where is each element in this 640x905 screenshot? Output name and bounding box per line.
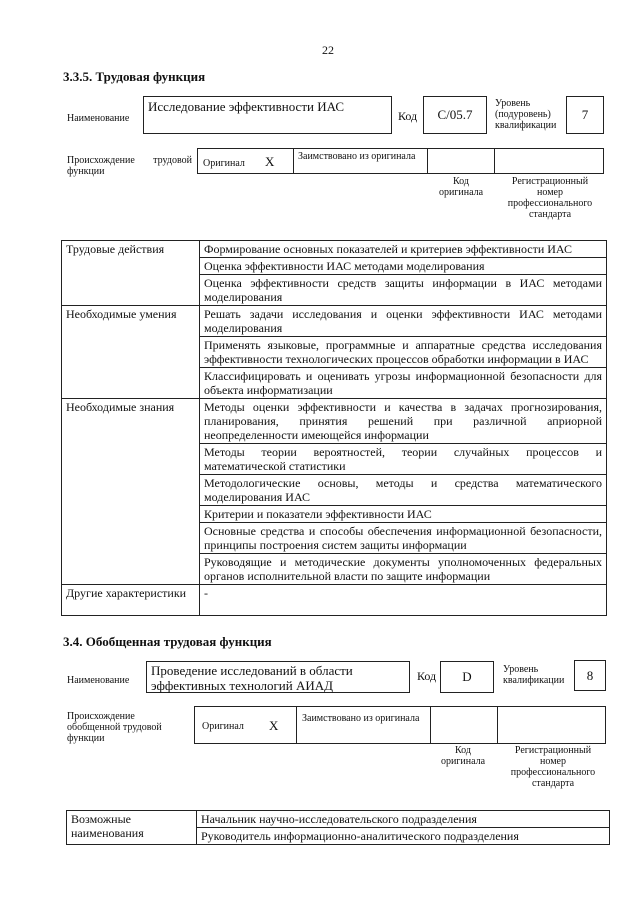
row-item: Руководящие и методические документы уполномоченных федеральных органов исполнительной власти по защите информации	[200, 554, 607, 585]
original-mark: X	[265, 154, 275, 169]
possible-names-table	[66, 810, 610, 845]
level-box	[566, 96, 604, 134]
function-code-2: D	[462, 669, 472, 684]
origin-label-2: Происхождение обобщенной трудовой функции	[67, 711, 162, 744]
table-row	[62, 306, 607, 337]
level-label: Уровень (подуровень) квалификации	[495, 98, 557, 131]
row-item: Оценка эффективности ИАС методами моделирования	[200, 258, 607, 275]
row-label: Необходимые знания	[62, 399, 200, 585]
code-original-caption-2: Код оригинала	[440, 745, 486, 767]
code-label: Код	[398, 109, 418, 123]
reg-number-caption-2: Регистрационный номер профессионального стандарта	[510, 745, 596, 789]
row-item: Оценка эффективности средств защиты информации в ИАС методами моделирования	[200, 275, 607, 306]
code-label-2: Код	[417, 669, 437, 683]
page-number: 22	[322, 43, 334, 57]
code-box-2	[440, 661, 494, 693]
function-name-box	[143, 96, 392, 134]
function-name-box-2	[146, 661, 410, 693]
function-details-table	[61, 240, 607, 616]
name-label: Наименование	[67, 113, 130, 124]
origin-label: Происхождение трудовой функции	[67, 155, 192, 177]
row-item: Формирование основных показателей и критериев эффективности ИАС	[200, 241, 607, 258]
function-name-2: Проведение исследований в области эффективных технологий АИАД	[151, 663, 353, 693]
row-item: Методологические основы, методы и средства математического моделирования ИАС	[200, 475, 607, 506]
function-code: C/05.7	[437, 107, 473, 122]
table-row	[62, 585, 607, 616]
row-label: Необходимые умения	[62, 306, 200, 399]
table-row	[62, 241, 607, 258]
section2-heading: 3.4. Обобщенная трудовая функция	[63, 634, 272, 649]
original-label-2: Оригинал	[202, 721, 244, 732]
borrowed-label: Заимствовано из оригинала	[298, 151, 416, 162]
level-value: 7	[581, 107, 589, 122]
borrowed-label-2: Заимствовано из оригинала	[302, 713, 420, 724]
row-item: -	[200, 585, 607, 616]
table-row	[67, 811, 610, 828]
row-label: Трудовые действия	[62, 241, 200, 306]
possible-name-item: Начальник научно-исследовательского подразделения	[197, 811, 610, 828]
origin-table-2	[194, 706, 606, 744]
level-value-2: 8	[586, 668, 594, 683]
row-label: Другие характеристики	[62, 585, 200, 616]
row-item: Решать задачи исследования и оценки эффективности ИАС методами моделирования	[200, 306, 607, 337]
possible-names-label: Возможные наименования	[67, 811, 197, 845]
row-item: Критерии и показатели эффективности ИАС	[200, 506, 607, 523]
row-item: Применять языковые, программные и аппаратные средства исследования эффективности технологических процессов обработки информации в ИАС	[200, 337, 607, 368]
row-item: Методы оценки эффективности и качества в задачах прогнозирования, планирования, принятия решений при различной априорной неопределенности имеющейся информации	[200, 399, 607, 444]
possible-name-item: Руководитель информационно-аналитического подразделения	[197, 828, 610, 845]
code-box	[423, 96, 487, 134]
function-name: Исследование эффективности ИАС	[148, 99, 345, 114]
table-row	[62, 399, 607, 444]
level-box-2	[574, 660, 606, 691]
row-item: Методы теории вероятностей, теории случайных процессов и математической статистики	[200, 444, 607, 475]
original-mark-2: X	[269, 718, 279, 733]
name-label-2: Наименование	[67, 675, 130, 686]
level-label-2: Уровень квалификации	[503, 664, 565, 686]
code-original-caption: Код оригинала	[438, 176, 484, 198]
reg-number-caption: Регистрационный номер профессионального стандарта	[507, 176, 593, 220]
original-label: Оригинал	[203, 158, 245, 169]
row-item: Основные средства и способы обеспечения информационной безопасности, принципы построения систем защиты информации	[200, 523, 607, 554]
row-item: Классифицировать и оценивать угрозы информационной безопасности для объекта информатизации	[200, 368, 607, 399]
section-heading: 3.3.5. Трудовая функция	[63, 69, 206, 84]
